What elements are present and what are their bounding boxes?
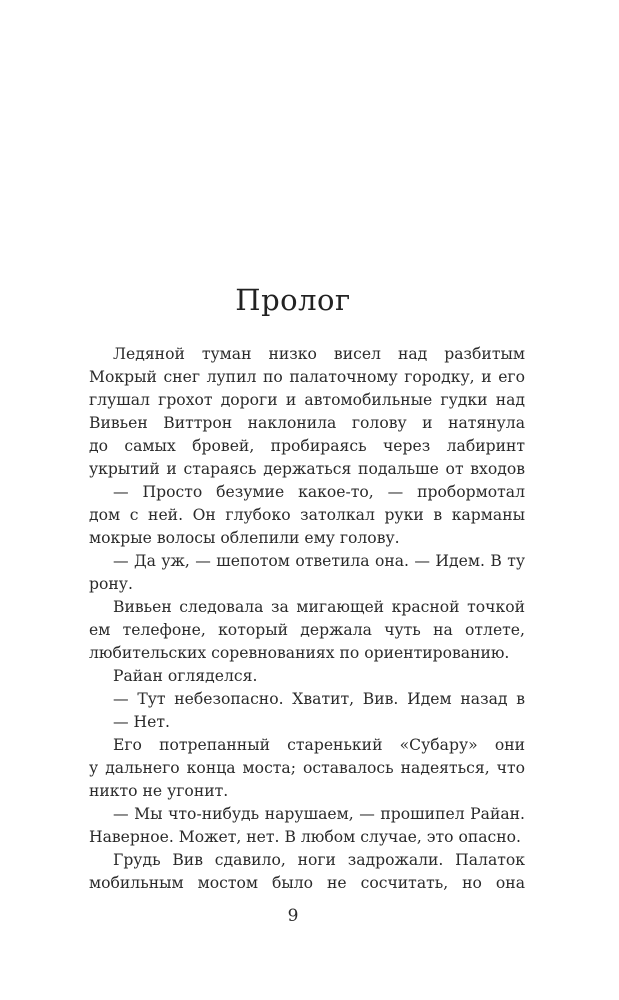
text-line: Вивьен следовала за мигающей красной точкой — [113, 598, 525, 616]
text-line: мокрые волосы облепили ему голову. — [89, 529, 400, 547]
text-line: — Мы что-нибудь нарушаем, — прошипел Райан. — [113, 805, 525, 823]
text-line: Грудь Вив сдавило, ноги задрожали. Палаток — [113, 851, 525, 869]
text-line: ем телефоне, который держала чуть на отлете, — [89, 621, 525, 639]
text-line: у дальнего конца моста; оставалось надеяться, что — [89, 759, 525, 777]
text-line: Ледяной туман низко висел над разбитым — [113, 345, 525, 363]
text-line: до самых бровей, пробираясь через лабиринт — [89, 437, 525, 455]
text-line: дом с ней. Он глубоко затолкал руки в карманы — [89, 506, 525, 524]
text-line: — Просто безумие какое-то, — пробормотал — [113, 483, 525, 501]
text-line: Райан огляделся. — [113, 667, 258, 685]
page-number: 9 — [287, 906, 299, 926]
text-line: — Нет. — [113, 713, 170, 731]
text-line: Вивьен Виттрон наклонила голову и натянула — [89, 414, 525, 432]
text-line: мобильным мостом было не сосчитать, но она — [89, 874, 525, 892]
text-line: укрытий и стараясь держаться подальше от входов — [89, 460, 525, 478]
body-text — [89, 343, 525, 895]
text-line: Мокрый снег лупил по палаточному городку, и его — [89, 368, 525, 386]
text-line: Наверное. Может, нет. В любом случае, это опасно. — [89, 828, 522, 846]
text-line: — Да уж, — шепотом ответила она. — Идем. В ту — [113, 552, 525, 570]
text-line: любительских соревнованиях по ориентированию. — [89, 644, 510, 662]
text-line: глушал грохот дороги и автомобильные гудки над — [89, 391, 525, 409]
chapter-title: Пролог — [235, 283, 351, 317]
text-line: никто не угонит. — [89, 782, 229, 800]
text-line: Его потрепанный старенький «Субару» они — [113, 736, 525, 754]
text-line: рону. — [89, 575, 133, 593]
text-line: — Тут небезопасно. Хватит, Вив. Идем назад в — [113, 690, 525, 708]
